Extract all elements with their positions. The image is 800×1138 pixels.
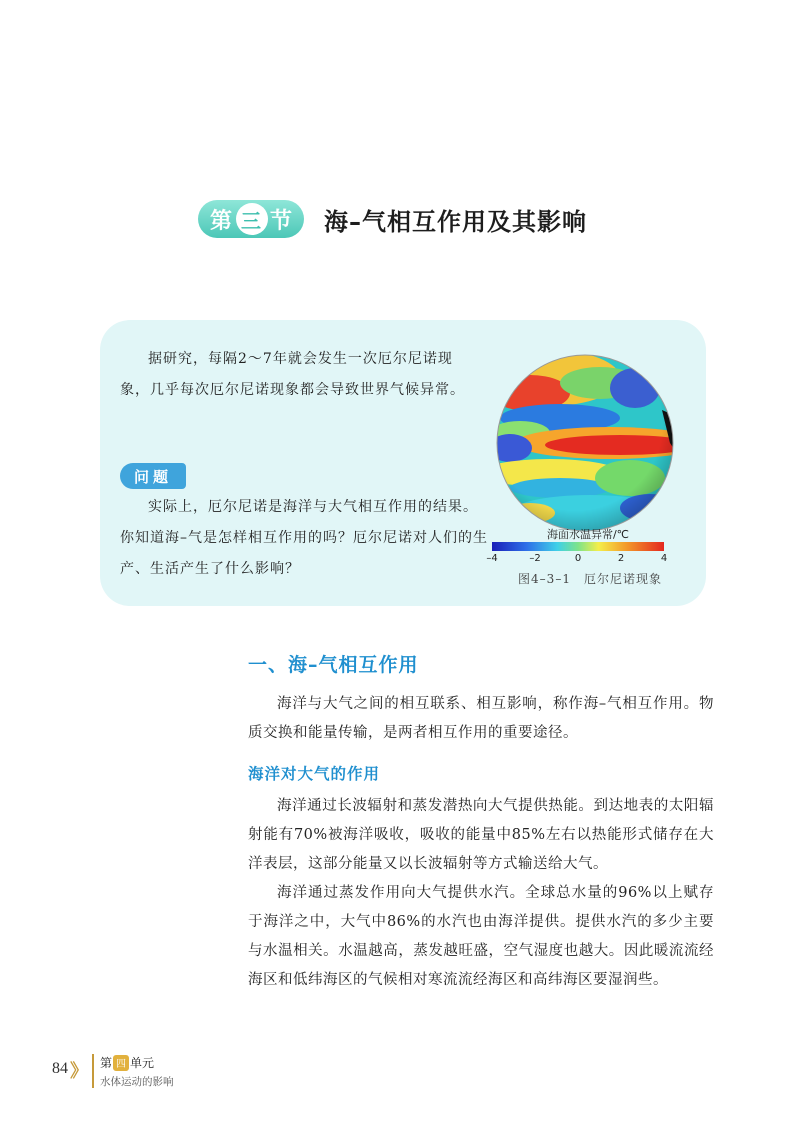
section-badge-number: 三 <box>236 203 268 235</box>
legend-color-bar <box>492 542 664 551</box>
legend-tick: 0 <box>574 553 582 564</box>
heading-2: 海洋对大气的作用 <box>248 765 381 783</box>
page-number: 84 <box>52 1060 68 1077</box>
legend-title: 海面水温异常/℃ <box>546 528 630 541</box>
paragraph-2: 海洋通过长波辐射和蒸发潜热向大气提供热能。到达地表的太阳辐射能有70%被海洋吸收，吸收的能量中85%左右以热能形式储存在大洋表层，这部分能量又以长波辐射等方式输送给大气。 <box>248 798 714 872</box>
unit-number-badge: 四 <box>113 1055 129 1071</box>
paragraph-1: 海洋与大气之间的相互联系、相互影响，称作海–气相互作用。物质交换和能量传输，是两者相互作用的重要途径。 <box>248 696 714 741</box>
question-text: 实际上，厄尔尼诺是海洋与大气相互作用的结果。你知道海–气是怎样相互作用的吗？厄尔尼诺对人们的生产、生活产生了什么影响？ <box>120 499 488 577</box>
intro-box <box>100 320 706 606</box>
unit-suffix: 单元 <box>130 1056 155 1070</box>
page-footer <box>52 1054 174 1089</box>
section-badge <box>198 200 304 238</box>
section-title: 海–气相互作用及其影响 <box>324 207 588 236</box>
legend-tick: –4 <box>486 553 498 564</box>
el-nino-globe-image <box>490 348 680 538</box>
chevron-icon: 》 <box>70 1061 88 1082</box>
section-header <box>198 200 587 238</box>
unit-prefix: 第 <box>100 1056 113 1070</box>
section-badge-suffix: 节 <box>270 208 295 234</box>
legend-tick: –2 <box>529 553 541 564</box>
legend-tick: 2 <box>617 553 625 564</box>
unit-block <box>100 1054 174 1089</box>
unit-subtitle: 水体运动的影响 <box>100 1076 174 1088</box>
globe-svg <box>490 348 680 538</box>
intro-text: 据研究，每隔2～7年就会发生一次厄尔尼诺现象，几乎每次厄尔尼诺现象都会导致世界气候异常。 <box>120 351 465 398</box>
section-badge-prefix: 第 <box>210 208 235 234</box>
footer-divider <box>92 1054 94 1088</box>
paragraph-3: 海洋通过蒸发作用向大气提供水汽。全球总水量的96%以上赋存于海洋之中，大气中86%的水汽也由海洋提供。提供水汽的多少主要与水温相关。水温越高，蒸发越旺盛，空气湿度也越大。因此暖流流经海区和低纬海区的气候相对寒流流经海区和高纬海区要湿润些。 <box>248 885 714 988</box>
question-tag: 问题 <box>120 463 186 489</box>
legend-tick: 4 <box>660 553 668 564</box>
heading-1: 一、海–气相互作用 <box>248 654 419 676</box>
figure-caption: 图4–3–1 厄尔尼诺现象 <box>518 572 662 586</box>
unit-title <box>100 1054 174 1071</box>
